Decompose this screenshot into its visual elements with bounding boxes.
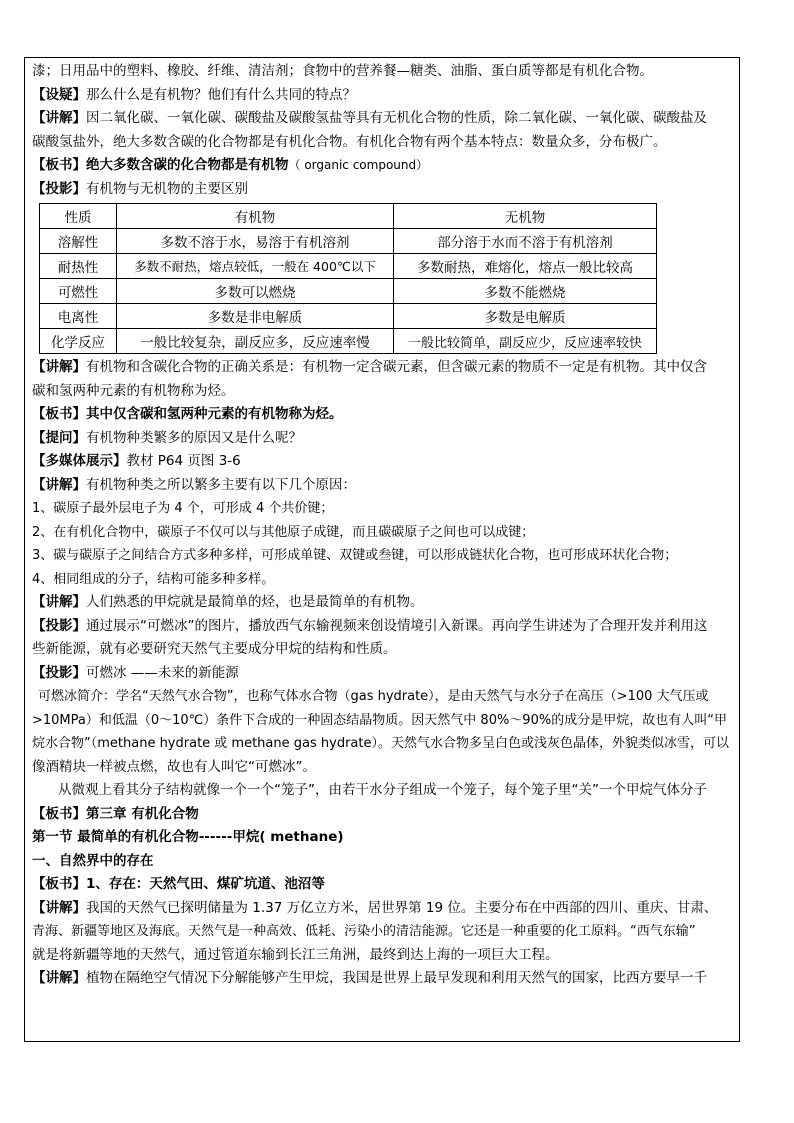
table-cell: 化学反应 — [40, 329, 117, 354]
table-header: 性质 — [40, 204, 117, 229]
table-cell: 电离性 — [40, 304, 117, 329]
table-row — [40, 229, 657, 254]
question-paragraph — [32, 84, 738, 108]
paragraph-continued: 就是将新疆等地的天然气，通过管道东输到长江三角洲，最终到达上海的一项巨大工程。 — [32, 946, 559, 963]
table-cell: 多数是电解质 — [394, 304, 657, 329]
explain-paragraph — [32, 591, 738, 615]
comparison-table — [39, 203, 657, 354]
table-row — [40, 254, 657, 279]
intro-paragraph: 可燃冰简介：学名“天然气水合物”，也称气体水合物（gas hydrate），是由天然气与水分子在高压（>100 大气压或 — [38, 689, 709, 704]
label-tag: 【板书】 — [32, 406, 86, 422]
chapter-title: 第三章 有机化合物 — [86, 805, 199, 822]
projection-paragraph — [32, 615, 738, 639]
board-paragraph — [32, 803, 738, 827]
label-tag: 【讲解】 — [32, 899, 86, 916]
label-tag: 【投影】 — [32, 180, 86, 197]
paragraph-text: 绝大多数含碳的化合物都是有机物 — [86, 157, 289, 173]
subsection-title: 一、自然界中的存在 — [32, 852, 154, 869]
explain-paragraph — [32, 107, 738, 131]
table-cell: 多数可以燃烧 — [117, 279, 394, 304]
label-tag: 【投影】 — [32, 664, 86, 681]
table-cell: 多数是非电解质 — [117, 304, 394, 329]
table-cell: 多数不能燃烧 — [394, 279, 657, 304]
projection-paragraph — [32, 662, 738, 686]
paragraph-text: 那么什么是有机物？他们有什么共同的特点？ — [86, 86, 356, 103]
explain-paragraph — [32, 474, 738, 498]
paragraph-continued: 碳酸氢盐外，绝大多数含碳的化合物都是有机化合物。有机化合物有两个基本特点：数量众多，分布极广。 — [32, 133, 667, 150]
english-term: （ organic compound） — [288, 158, 429, 172]
label-tag: 【投影】 — [32, 617, 86, 634]
paragraph-continued: 烷水合物”（methane hydrate 或 methane gas hydrate）。天然气水合物多呈白色或浅灰色晶体，外貌类似冰雪，可以 — [32, 736, 729, 751]
paragraph: 从微观上看其分子结构就像一个一个“笼子”，由若干水分子组成一个笼子，每个笼子里“关”一个甲烷气体分子 — [58, 782, 707, 798]
paragraph-continued: 些新能源，就有必要研究天然气主要成分甲烷的结构和性质。 — [32, 641, 397, 657]
paragraph-text: 因二氧化碳、一氧化碳、碳酸盐及碳酸氢盐等具有无机化合物的性质，除二氧化碳、一氧化碳、碳酸盐及 — [86, 110, 707, 126]
list-item: 4、相同组成的分子，结构可能多种多样。 — [32, 571, 275, 587]
list-item: 3、碳与碳原子之间结合方式多种多样，可形成单键、双键或叁键，可以形成链状化合物，也可形成环状化合物； — [32, 548, 678, 563]
paragraph-continued: 碳和氢两种元素的有机物称为烃。 — [32, 382, 235, 399]
paragraph-text: 其中仅含碳和氢两种元素的有机物称为烃。 — [86, 406, 343, 422]
table-cell: 多数不耐热，熔点较低，一般在 400℃以下 — [117, 254, 394, 279]
paragraph-text: 1、存在：天然气田、煤矿坑道、池沼等 — [86, 876, 325, 892]
board-paragraph — [32, 403, 738, 427]
label-tag: 【讲解】 — [32, 594, 86, 610]
table-row — [40, 304, 657, 329]
paragraph: 漆；日用品中的塑料、橡胶、纤维、清洁剂；食物中的营养餐—糖类、油脂、蛋白质等都是有机化合物。 — [32, 63, 653, 79]
paragraph-text: 植物在隔绝空气情况下分解能够产生甲烷，我国是世界上最早发现和利用天然气的国家，比西方要早一千 — [86, 970, 707, 986]
label-tag: 【讲解】 — [32, 476, 86, 493]
table-cell: 耐热性 — [40, 254, 117, 279]
table-row — [40, 279, 657, 304]
label-tag: 【讲解】 — [32, 970, 86, 986]
table-cell: 溶解性 — [40, 229, 117, 254]
label-tag: 【板书】 — [32, 805, 86, 822]
table-cell: 一般比较简单，副反应少，反应速率较快 — [394, 329, 657, 354]
section-title: 第一节 最简单的有机化合物------甲烷( methane) — [32, 829, 344, 845]
label-tag: 【讲解】 — [32, 359, 86, 375]
board-paragraph — [32, 873, 738, 897]
label-tag: 【多媒体展示】 — [32, 453, 127, 469]
board-paragraph — [32, 154, 738, 178]
paragraph-text: 教材 P64 页图 3-6 — [126, 453, 241, 469]
paragraph-continued: 青海、新疆等地区及海底。天然气是一种高效、低耗、污染小的清洁能源。它还是一种重要的化工原料。“西气东输” — [32, 924, 696, 939]
label-tag: 【板书】 — [32, 876, 86, 892]
table-cell: 部分溶于水而不溶于有机溶剂 — [394, 229, 657, 254]
list-item: 1、碳原子最外层电子为 4 个，可形成 4 个共价键； — [32, 501, 334, 516]
paragraph-text: 通过展示“可燃冰”的图片，播放西气东输视频来创设情境引入新课。再向学生讲述为了合理开发并利用这 — [86, 617, 708, 634]
paragraph-text: 有机物和含碳化合物的正确关系是：有机物一定含碳元素，但含碳元素的物质不一定是有机物。其中仅含 — [86, 359, 707, 375]
multimedia-paragraph — [32, 450, 738, 474]
table-header: 无机物 — [394, 204, 657, 229]
paragraph-text: 有机物种类之所以繁多主要有以下几个原因： — [86, 476, 356, 493]
paragraph-text: 可燃冰 ——未来的新能源 — [86, 664, 239, 681]
paragraph-continued: 像酒精块一样被点燃，故也有人叫它“可燃冰”。 — [32, 758, 316, 775]
question-paragraph — [32, 427, 738, 451]
explain-paragraph — [32, 356, 738, 380]
label-tag: 【提问】 — [32, 429, 86, 446]
table-cell: 多数不溶于水，易溶于有机溶剂 — [117, 229, 394, 254]
table-cell: 一般比较复杂，副反应多，反应速率慢 — [117, 329, 394, 354]
paragraph-text: 有机物种类繁多的原因又是什么呢？ — [86, 429, 302, 446]
paragraph-continued: >10MPa）和低温（0～10℃）条件下合成的一种固态结晶物质。因天然气中 80%～90%的成分是甲烷，故也有人叫“甲 — [32, 712, 727, 728]
explain-paragraph — [32, 897, 738, 921]
table-row — [40, 329, 657, 354]
label-tag: 【板书】 — [32, 157, 86, 173]
explain-paragraph — [32, 967, 738, 991]
table-cell: 多数耐热，难熔化，熔点一般比较高 — [394, 254, 657, 279]
table-header: 有机物 — [117, 204, 394, 229]
label-tag: 【设疑】 — [32, 86, 86, 103]
document-body — [32, 60, 738, 991]
projection-paragraph — [32, 178, 738, 202]
list-item: 2、在有机化合物中，碳原子不仅可以与其他原子成键，而且碳碳原子之间也可以成键； — [32, 524, 535, 540]
table-cell: 可燃性 — [40, 279, 117, 304]
label-tag: 【讲解】 — [32, 110, 86, 126]
table-header-row — [40, 204, 657, 229]
paragraph-text: 我国的天然气已探明储量为 1.37 万亿立方米，居世界第 19 位。主要分布在中西部的四川、重庆、甘肃、 — [86, 899, 718, 916]
paragraph-text: 有机物与无机物的主要区别 — [86, 180, 248, 197]
paragraph-text: 人们熟悉的甲烷就是最简单的烃，也是最简单的有机物。 — [86, 594, 424, 610]
